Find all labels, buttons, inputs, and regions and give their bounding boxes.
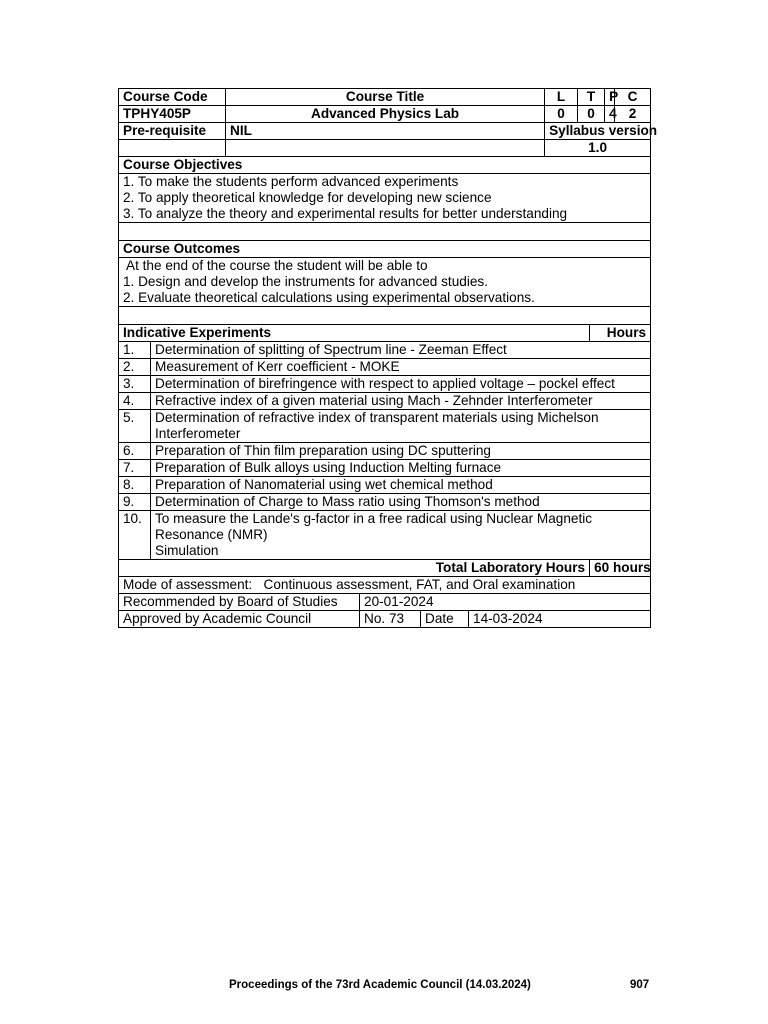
outcomes-heading: Course Outcomes: [119, 241, 651, 258]
experiment-num: 4.: [119, 393, 151, 410]
experiment-text: Preparation of Bulk alloys using Induction Melting furnace: [151, 460, 651, 477]
syllabus-version-value: 1.0: [545, 140, 651, 157]
ac-number: No. 73: [360, 611, 421, 628]
experiment-num: 9.: [119, 494, 151, 511]
col-course-title: Course Title: [226, 89, 545, 106]
outcome-item: At the end of the course the student will be able to: [123, 258, 428, 273]
l-value: 0: [545, 106, 578, 123]
syllabus-table: [118, 88, 658, 628]
c-value: 2: [615, 106, 651, 123]
spacer-row: [119, 307, 651, 325]
outcome-item: 1. Design and develop the instruments for advanced studies.: [123, 274, 488, 289]
experiment-num: 1.: [119, 342, 151, 359]
experiment-num: 2.: [119, 359, 151, 376]
experiment-text: Refractive index of a given material using Mach - Zehnder Interferometer: [151, 393, 651, 410]
col-p: P: [605, 89, 615, 106]
bos-label: Recommended by Board of Studies: [119, 594, 360, 611]
col-t: T: [578, 89, 605, 106]
syllabus-version-label: Syllabus version: [545, 123, 651, 140]
experiment-num: 3.: [119, 376, 151, 393]
experiment-text: Determination of refractive index of transparent materials using Michelson Interferometer: [151, 410, 651, 443]
objectives-heading: Course Objectives: [119, 157, 651, 174]
outcomes-list: [119, 258, 651, 307]
prereq-label: Pre-requisite: [119, 123, 226, 140]
total-hours-value: 60 hours: [590, 560, 651, 577]
experiment-num: 6.: [119, 443, 151, 460]
objectives-list: [119, 174, 651, 223]
experiment-num: 5.: [119, 410, 151, 443]
p-value: 4: [605, 106, 615, 123]
objective-item: 2. To apply theoretical knowledge for developing new science: [123, 190, 492, 205]
spacer-row: [119, 223, 651, 241]
course-code: TPHY405P: [119, 106, 226, 123]
experiment-text: Determination of splitting of Spectrum line - Zeeman Effect: [151, 342, 651, 359]
experiment-num: 7.: [119, 460, 151, 477]
experiment-text: Preparation of Thin film preparation using DC sputtering: [151, 443, 651, 460]
experiment-num: 8.: [119, 477, 151, 494]
footer-text: Proceedings of the 73rd Academic Council (14.03.2024): [229, 979, 531, 991]
t-value: 0: [578, 106, 605, 123]
empty-cell: [226, 140, 545, 157]
ac-label: Approved by Academic Council: [119, 611, 360, 628]
course-title: Advanced Physics Lab: [226, 106, 545, 123]
col-course-code: Course Code: [119, 89, 226, 106]
experiment-text: Determination of birefringence with respect to applied voltage – pockel effect: [151, 376, 651, 393]
experiment-extra: Simulation: [155, 543, 219, 558]
bos-date: 20-01-2024: [360, 594, 651, 611]
outcome-item: 2. Evaluate theoretical calculations using experimental observations.: [123, 290, 535, 305]
page-number: 907: [630, 979, 650, 991]
assessment-mode: Mode of assessment: Continuous assessment, FAT, and Oral examination: [119, 577, 651, 594]
experiment-text-block: [151, 511, 651, 560]
prereq-value: NIL: [226, 123, 545, 140]
col-l: L: [545, 89, 578, 106]
objective-item: 1. To make the students perform advanced experiments: [123, 174, 459, 189]
experiment-text: Measurement of Kerr coefficient - MOKE: [151, 359, 651, 376]
col-c: C: [615, 89, 651, 106]
experiment-num: 10.: [119, 511, 151, 560]
experiments-heading: Indicative Experiments: [119, 325, 590, 342]
ac-date: 14-03-2024: [469, 611, 651, 628]
objective-item: 3. To analyze the theory and experimental results for better understanding: [123, 206, 568, 221]
experiment-text: Preparation of Nanomaterial using wet chemical method: [151, 477, 651, 494]
experiment-text: To measure the Lande's g-factor in a free radical using Nuclear Magnetic Resonance (NMR): [155, 511, 593, 542]
hours-heading: Hours: [590, 325, 651, 342]
experiment-text: Determination of Charge to Mass ratio using Thomson's method: [151, 494, 651, 511]
empty-cell: [119, 140, 226, 157]
ac-date-label: Date: [421, 611, 469, 628]
total-hours-label: Total Laboratory Hours: [119, 560, 590, 577]
